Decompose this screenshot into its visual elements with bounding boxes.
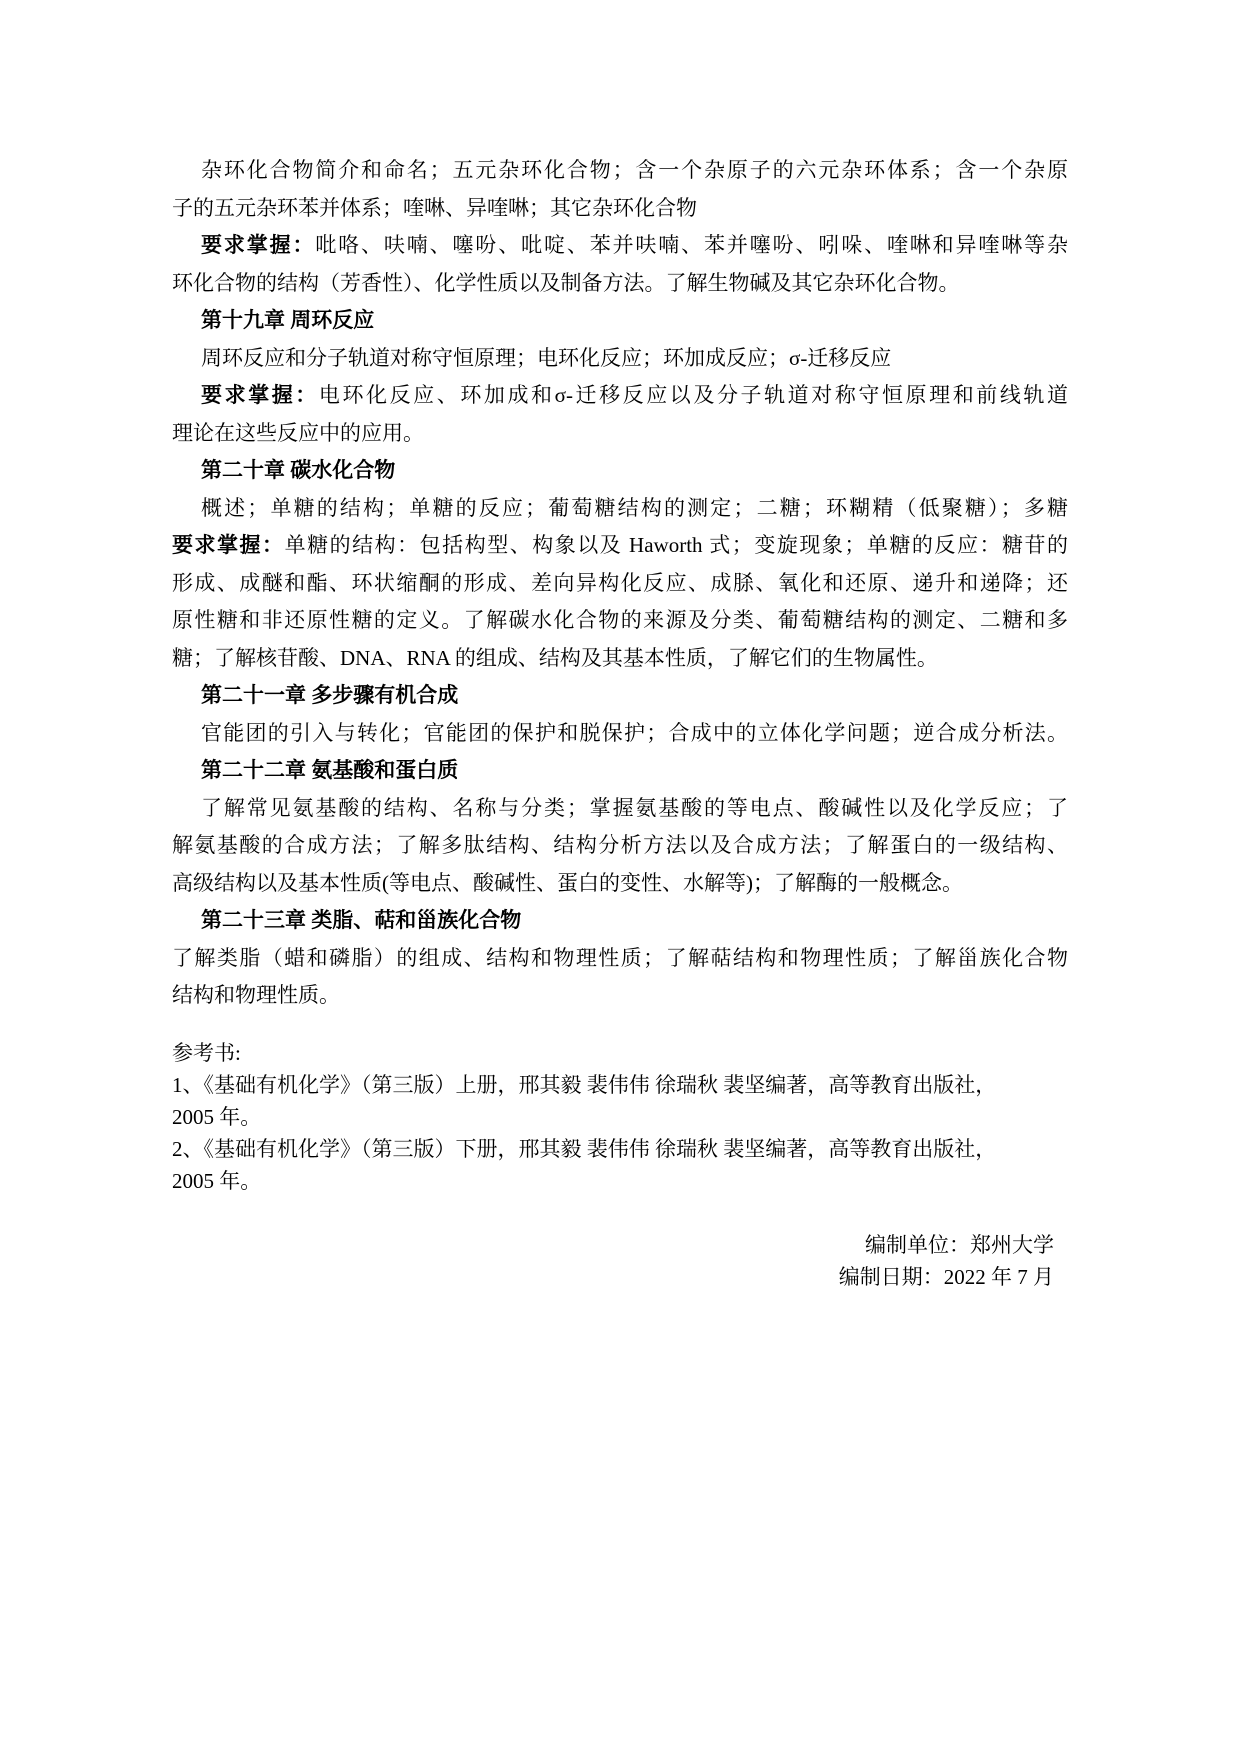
chapter-heading: 第二十章 碳水化合物 (201, 458, 396, 482)
body-text-line: 了解常见氨基酸的结构、名称与分类；掌握氨基酸的等电点、酸碱性以及化学反应；了 (201, 795, 1068, 820)
body-text-line: 概述；单糖的结构；单糖的反应；葡萄糖结构的测定；二糖；环糊精（低聚糖）；多糖 (201, 495, 1068, 520)
chapter-heading: 第十九章 周环反应 (201, 308, 375, 332)
body-text-line: 要求掌握：单糖的结构：包括构型、构象以及 Haworth 式；变旋现象；单糖的反应：糖苷的 (172, 533, 1068, 557)
footer (172, 1229, 1068, 1293)
chapter-heading: 第二十一章 多步骤有机合成 (201, 683, 459, 707)
references-list (172, 1069, 1068, 1197)
syllabus-body (172, 152, 1068, 1015)
reference-line: 2005 年。 (172, 1105, 262, 1129)
references-section (172, 1037, 1068, 1197)
body-text-line: 高级结构以及基本性质(等电点、酸碱性、蛋白的变性、水解等)；了解酶的一般概念。 (172, 870, 963, 895)
body-text-line: 官能团的引入与转化；官能团的保护和脱保护；合成中的立体化学问题；逆合成分析法。 (201, 720, 1068, 745)
body-text-line: 形成、成醚和酯、环状缩酮的形成、差向异构化反应、成脎、氧化和还原、递升和递降；还 (172, 570, 1068, 595)
bold-prefix: 要求掌握： (201, 383, 319, 407)
body-text-line: 解氨基酸的合成方法；了解多肽结构、结构分析方法以及合成方法；了解蛋白的一级结构、 (172, 833, 1068, 857)
reference-line: 1、《基础有机化学》（第三版）上册，邢其毅 裴伟伟 徐瑞秋 裴坚编著，高等教育出版社， (172, 1073, 997, 1097)
body-text-line: 糖；了解核苷酸、DNA、RNA 的组成、结构及其基本性质，了解它们的生物属性。 (172, 645, 938, 670)
body-text-line: 周环反应和分子轨道对称守恒原理；电环化反应；环加成反应；σ-迁移反应 (201, 345, 892, 370)
body-text-line: 结构和物理性质。 (172, 983, 340, 1007)
body-text-line: 杂环化合物简介和命名；五元杂环化合物；含一个杂原子的六元杂环体系；含一个杂原 (201, 158, 1068, 182)
references-title: 参考书: (172, 1041, 241, 1065)
footer-unit: 编制单位：郑州大学 (865, 1233, 1054, 1257)
body-text-line: 要求掌握：电环化反应、环加成和σ-迁移反应以及分子轨道对称守恒原理和前线轨道 (201, 383, 1068, 407)
body-text-line: 理论在这些反应中的应用。 (172, 420, 424, 445)
bold-prefix: 要求掌握： (172, 533, 285, 557)
body-text-line: 要求掌握：吡咯、呋喃、噻吩、吡啶、苯并呋喃、苯并噻吩、吲哚、喹啉和异喹啉等杂 (201, 233, 1068, 257)
reference-line: 2005 年。 (172, 1169, 262, 1193)
bold-prefix: 要求掌握： (201, 233, 316, 257)
body-text-line: 环化合物的结构（芳香性）、化学性质以及制备方法。了解生物碱及其它杂环化合物。 (172, 270, 960, 295)
chapter-heading: 第二十三章 类脂、萜和甾族化合物 (201, 908, 522, 932)
body-text-line: 原性糖和非还原性糖的定义。了解碳水化合物的来源及分类、葡萄糖结构的测定、二糖和多 (172, 608, 1068, 632)
reference-line: 2、《基础有机化学》（第三版）下册，邢其毅 裴伟伟 徐瑞秋 裴坚编著，高等教育出版社， (172, 1137, 997, 1161)
chapter-heading: 第二十二章 氨基酸和蛋白质 (201, 758, 459, 782)
body-text-line: 了解类脂（蜡和磷脂）的组成、结构和物理性质；了解萜结构和物理性质；了解甾族化合物 (172, 945, 1068, 970)
body-text-line: 子的五元杂环苯并体系；喹啉、异喹啉；其它杂环化合物 (172, 195, 697, 220)
footer-date: 编制日期：2022 年 7 月 (838, 1265, 1054, 1289)
